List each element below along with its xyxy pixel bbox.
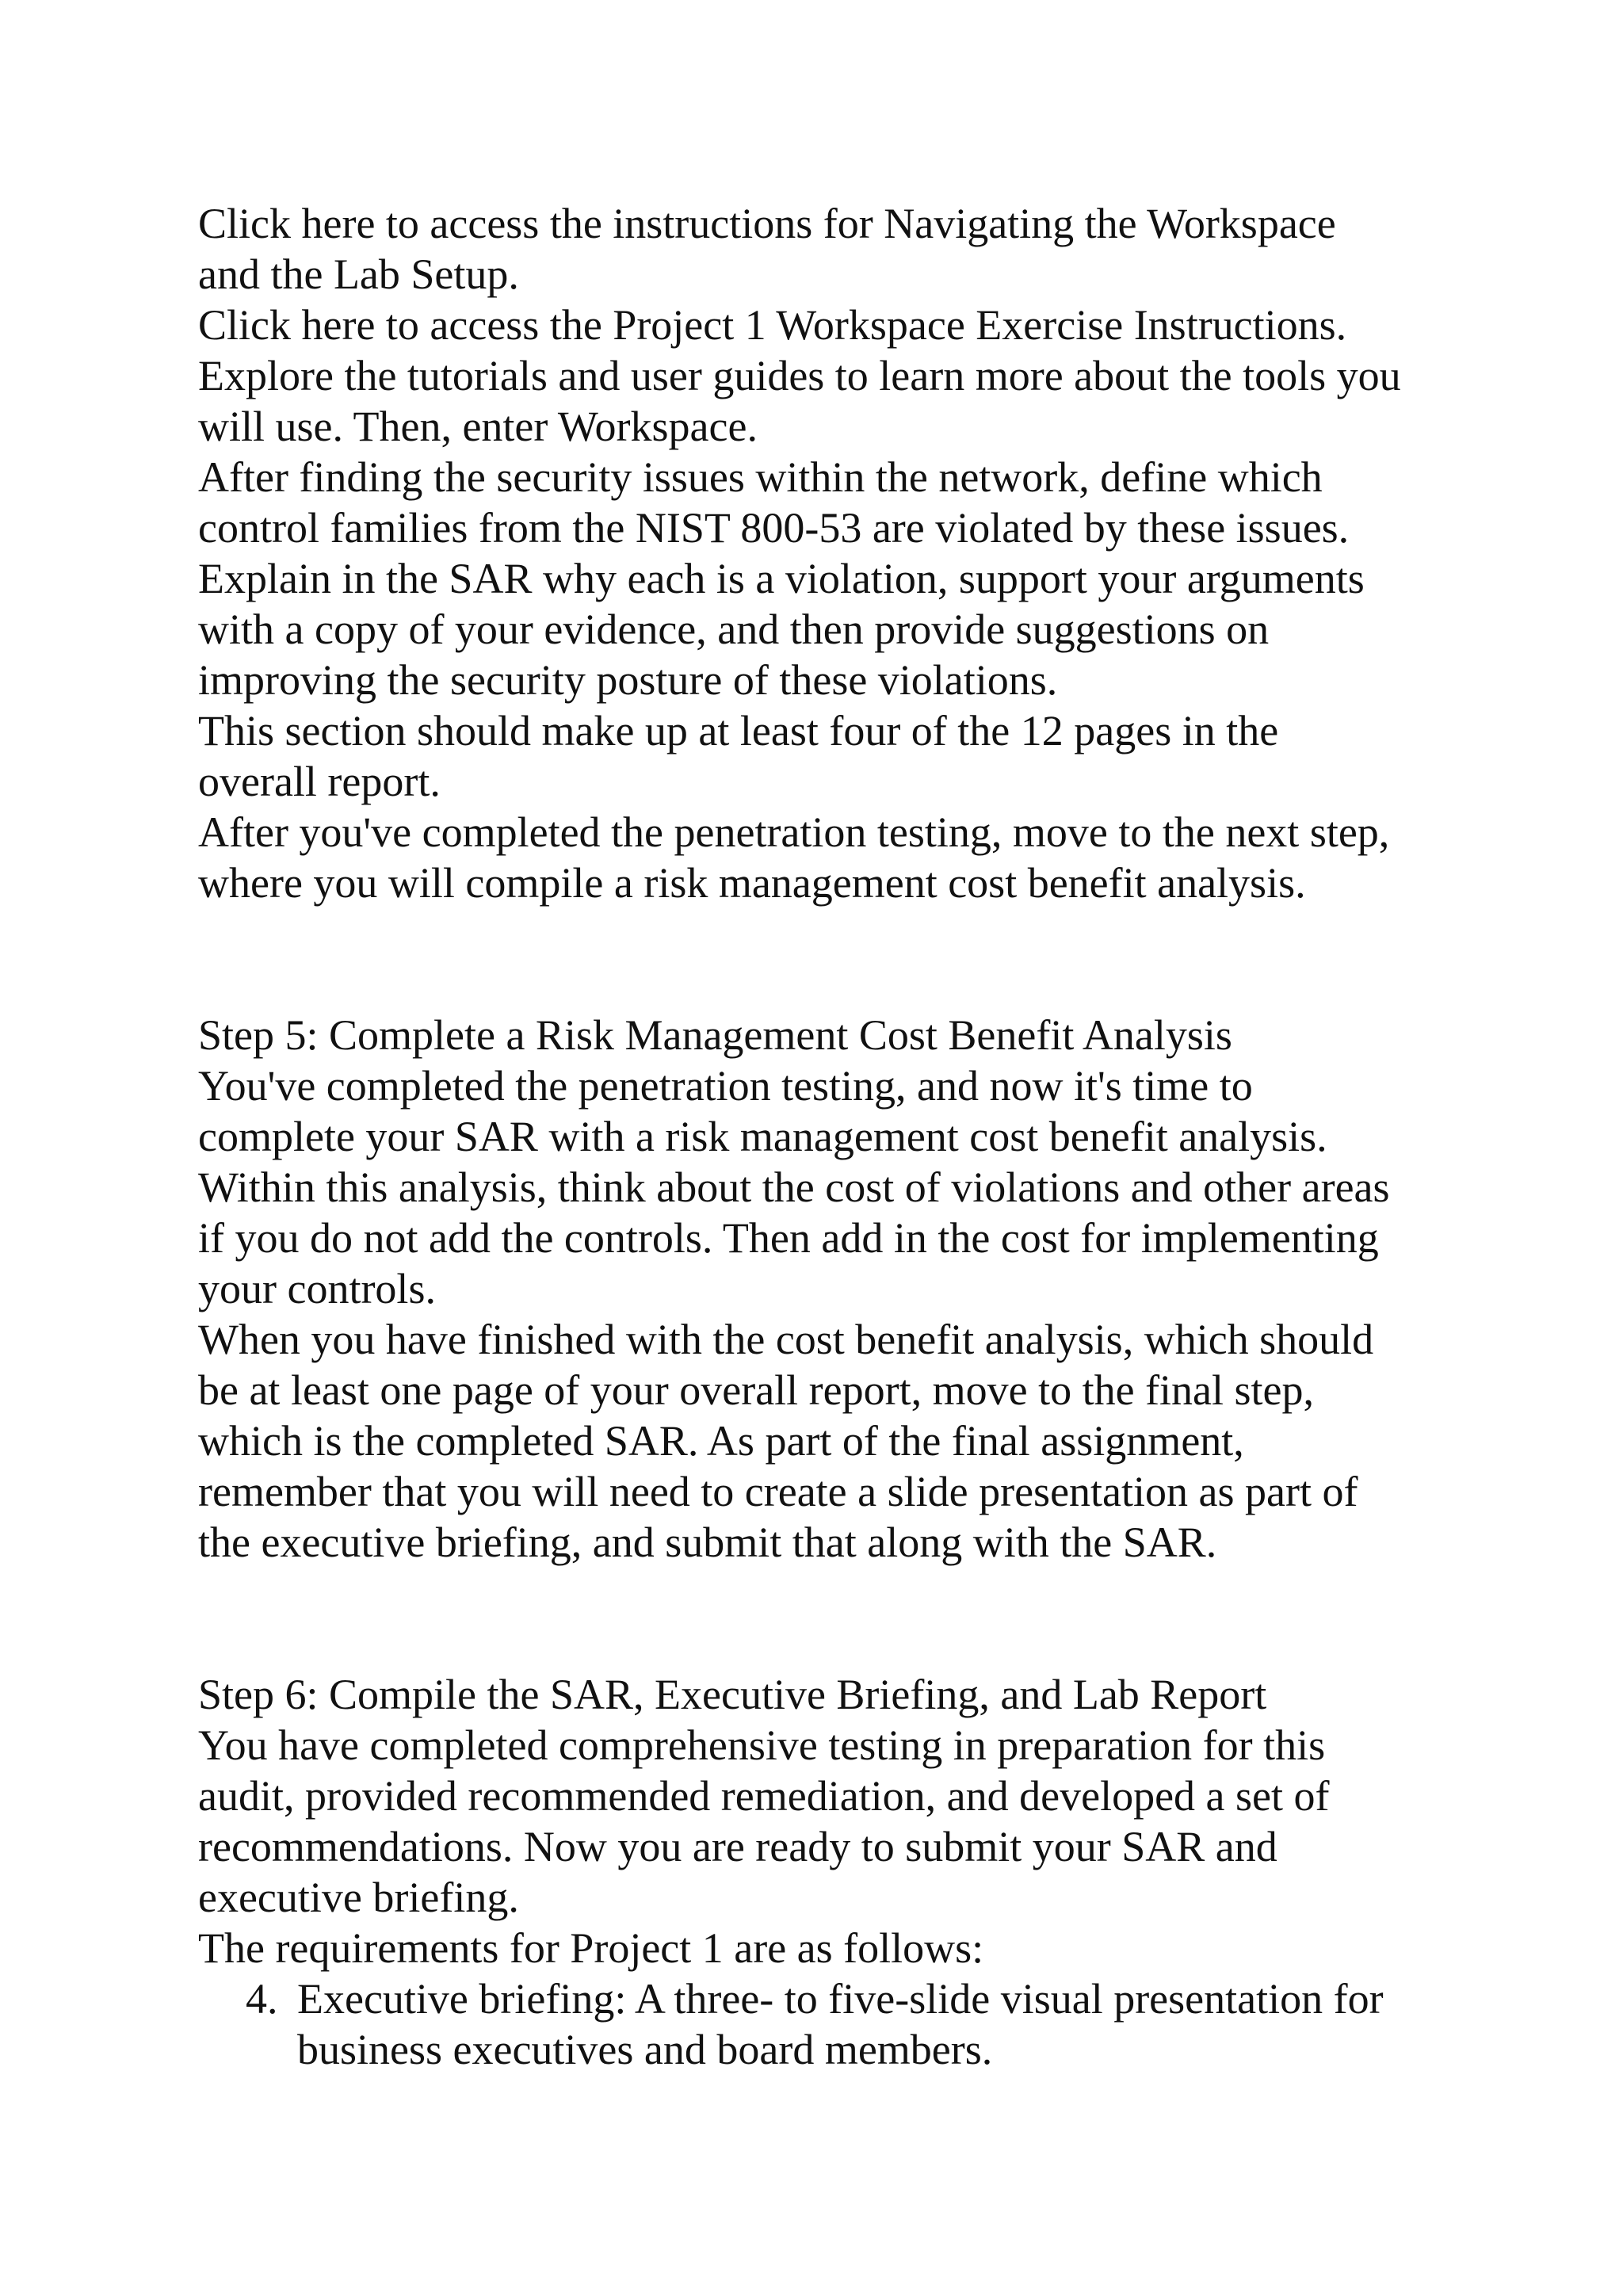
paragraph-line: You have completed comprehensive testing in preparation for this (198, 1721, 1326, 1769)
paragraph-line: your controls. (198, 1265, 436, 1312)
paragraph-line: After you've completed the penetration testing, move to the next step, (198, 808, 1390, 856)
paragraph-line: control families from the NIST 800-53 are violated by these issues. (198, 504, 1350, 552)
workspace-instructions-link-continued[interactable]: and the Lab Setup. (198, 250, 519, 298)
list-item-number: 4. (246, 1975, 278, 2023)
paragraph-line: will use. Then, enter Workspace. (198, 403, 758, 450)
list-item-line: business executives and board members. (297, 2026, 993, 2073)
paragraph-line: audit, provided recommended remediation, and developed a set of (198, 1772, 1330, 1820)
workspace-instructions-link[interactable]: Click here to access the instructions for Navigating the Workspace (198, 200, 1336, 247)
paragraph-line: overall report. (198, 758, 441, 805)
paragraph-line: executive briefing. (198, 1874, 519, 1921)
paragraph-line: if you do not add the controls. Then add in the cost for implementing (198, 1214, 1379, 1262)
paragraph-line: complete your SAR with a risk management cost benefit analysis. (198, 1113, 1327, 1160)
exercise-instructions-link[interactable]: Click here to access the Project 1 Workspace Exercise Instructions. (198, 301, 1347, 349)
step6-heading: Step 6: Compile the SAR, Executive Briefing, and Lab Report (198, 1671, 1267, 1718)
paragraph-line: Explore the tutorials and user guides to learn more about the tools you (198, 352, 1401, 399)
paragraph-line: which is the completed SAR. As part of the final assignment, (198, 1417, 1244, 1465)
paragraph-line: remember that you will need to create a slide presentation as part of (198, 1468, 1358, 1515)
paragraph-line: with a copy of your evidence, and then provide suggestions on (198, 606, 1270, 653)
paragraph-line: Explain in the SAR why each is a violation, support your arguments (198, 555, 1365, 602)
paragraph-line: When you have finished with the cost benefit analysis, which should (198, 1316, 1374, 1363)
section-spacer (198, 908, 1450, 1010)
list-item (198, 1973, 1450, 2075)
paragraph-line: This section should make up at least four of the 12 pages in the (198, 707, 1279, 755)
requirements-list (198, 1973, 1450, 2075)
paragraph-line: where you will compile a risk management cost benefit analysis. (198, 859, 1306, 907)
paragraph-line: recommendations. Now you are ready to submit your SAR and (198, 1823, 1277, 1870)
step5-heading: Step 5: Complete a Risk Management Cost Benefit Analysis (198, 1011, 1232, 1059)
paragraph-line: Within this analysis, think about the cost of violations and other areas (198, 1163, 1390, 1211)
list-item-line: Executive briefing: A three- to five-slide visual presentation for (297, 1975, 1384, 2023)
paragraph-line: The requirements for Project 1 are as follows: (198, 1924, 984, 1972)
paragraph-line: the executive briefing, and submit that along with the SAR. (198, 1519, 1217, 1566)
step6-section (198, 1669, 1450, 2075)
paragraph-line: You've completed the penetration testing, and now it's time to (198, 1062, 1253, 1110)
paragraph-line: After finding the security issues within the network, define which (198, 453, 1323, 501)
document-content (198, 198, 1450, 2075)
paragraph-line: be at least one page of your overall report, move to the final step, (198, 1366, 1315, 1414)
intro-section (198, 198, 1450, 908)
paragraph-line: improving the security posture of these violations. (198, 656, 1058, 704)
step5-section (198, 1010, 1450, 1568)
section-spacer (198, 1568, 1450, 1669)
